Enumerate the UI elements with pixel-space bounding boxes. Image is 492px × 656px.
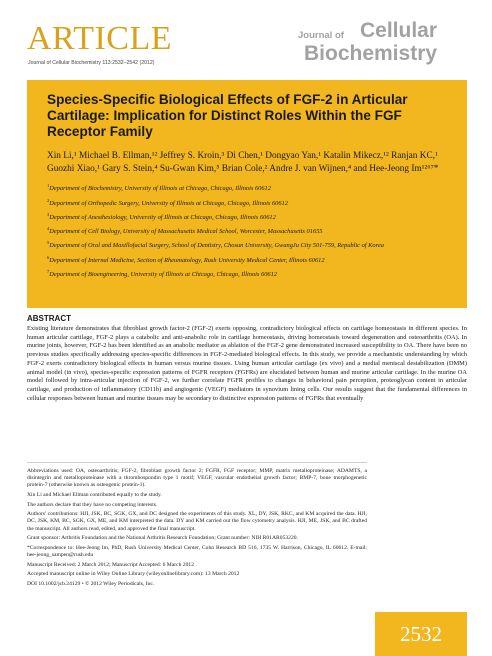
footnote-grant: Grant sponsor: Arthritis Foundation and the National Arthritis Research Foundation; Grant number: NIH R01AR053220. [27, 535, 298, 542]
affiliation-item: $^1$Department of Biochemistry, University of Illinois at Chicago, Chicago, Illinois 60612 [47, 183, 271, 193]
title-box [27, 80, 467, 308]
paper-title: Species-Specific Biological Effects of FGF-2 in Articular Cartilage: Implication for Distinct Roles Within the FGF Receptor Family [47, 92, 408, 139]
footnotes [27, 462, 367, 590]
affiliation-item: $^4$Department of Cell Biology, University of Massachusetts Medical School, Worcester, Massachusetts 01655 [47, 226, 323, 236]
abstract-heading: ABSTRACT [27, 314, 71, 323]
journal-logo-line2: Cellular [360, 19, 438, 42]
footnote-equal-contribution: Xin Li and Michael Ellman contributed equally to the study. [27, 492, 162, 498]
page-header [0, 0, 492, 80]
page-number-badge [375, 612, 467, 656]
footnote-contributions: Authors' contributions: HJI, JSK, BC, SGK, GX, and DC designed the experiments of this study. XL, DY, JSK, RKC, and KM acquired the data. HJI, DC, JSK, KM, BC, SGK, GX, ME, and KM interpreted the data. DY and KM carried out the flow cytometry analysis. HJI, ME, JSK, and BC drafted the manuscript. All authors read, edited, and approved the final manuscript. [27, 511, 367, 532]
journal-logo-line3: Biochemistry [304, 42, 438, 65]
affiliation-item: $^7$Department of Bioengineering, University of Illinois at Chicago, Chicago, Illinois 60612 [47, 269, 277, 279]
footnote-online: Accepted manuscript online in Wiley Online Library (wileyonlinelibrary.com): 13 March 2012 [27, 571, 240, 578]
footnote-competing-interests: The authors declare that they have no competing interests. [27, 501, 158, 508]
journal-logo [298, 20, 468, 70]
affiliation-list [47, 182, 451, 280]
abstract-section [27, 314, 467, 403]
author-list: Xin Li,¹ Michael B. Ellman,¹² Jeffrey S. Kroin,³ Di Chen,¹ Dongyao Yan,¹ Katalin Mikecz,¹² Ranjan KC,¹ Guozhi Xiao,¹ Gary S. Stein,⁴ Su-Gwan Kim,⁵ Brian Cole,² Andre J. van Wijnen,⁴ and Hee-Jeong Im¹²⁶⁷* [47, 151, 439, 174]
footnote-correspondence: *Correspondence to: Hee-Jeong Im, PhD, Rush University Medical Center, Cohn Research BD 516, 1735 W. Harrison, Chicago, IL 60612. E-mail: hee-jeong_sampen@rush.edu [27, 544, 367, 558]
journal-logo-line1: Journal of [298, 30, 344, 41]
affiliation-item: $^2$Department of Orthopedic Surgery, University of Illinois at Chicago, Chicago, Illinois 60612 [47, 197, 288, 207]
page-number: 2532 [400, 621, 442, 646]
affiliation-item: $^3$Department of Anesthesiology, University of Illinois at Chicago, Chicago, Illinois 60612 [47, 211, 276, 221]
footnote-abbreviations: Abbreviations used: OA, osteoarthritis; FGF-2, fibroblast growth factor 2; FGFR, FGF receptor; MMP, matrix metalloproteinase; ADAMTS, a disintegrin and metalloproteinase with a thrombospondin type 1 motif; VEGF, vascular endothelial growth factor; BMP-7, bone morphogenetic protein-7 (otherwise known as osteogenic protein-1). [27, 468, 367, 489]
footnote-doi: DOI 10.1002/jcb.24129 • © 2012 Wiley Periodicals, Inc. [27, 580, 155, 587]
affiliation-item: $^6$Department of Internal Medicine, Section of Rheumatology, Rush University Medical Center, Illinois 60612 [47, 254, 325, 264]
article-label: ARTICLE [27, 20, 172, 57]
affiliation-item: $^5$Department of Oral and Maxillofacial Surgery, School of Dentistry, Chosun University, GwangJu City 501-759, Republic of Korea [47, 240, 384, 250]
journal-citation: Journal of Cellular Biochemistry 113:2532–2542 (2012) [28, 60, 155, 66]
footnote-received: Manuscript Received: 2 March 2012; Manuscript Accepted: 6 March 2012 [27, 561, 194, 568]
abstract-text: Existing literature demonstrates that fibroblast growth factor-2 (FGF-2) exerts opposing, contradictory biological effects on cartilage homeostasis in different species. In human articular cartilage, FGF-2 plays a catabolic and anti-anabolic role in cartilage homeostasis, driving homeostasis toward degeneration and osteoarthritis (OA). In murine joints, however, FGF-2 has been identified as an anabolic mediator as ablation of the FGF-2 gene demonstrated increased susceptibility to OA. There have been no previous studies specifically addressing species-specific differences in FGF-2-mediated biological effects. In this study, we provide a mechanistic understanding by which FGF-2 exerts contradictory biological effects in human versus murine tissues. Using human articular cartilage (ex vivo) and a medial meniscal destabilization (DMM) animal model (in vivo), species-specific expression patterns of FGFR receptors (FGFRs) are elucidated between human and murine articular cartilage. In the murine OA model followed by intra-articular injection of FGF-2, we further correlate FGFR profiles to changes in behavioral pain perception, proteoglycan content in articular cartilage, and production of inflammatory (CD11b) and angiogenic (VEGF) mediators in synovium lining cells. Our results suggest that the fundamental differences in cellular responses between human and murine tissues may be secondary to distinctive expression patterns of FGFRs that eventually [27, 325, 467, 402]
